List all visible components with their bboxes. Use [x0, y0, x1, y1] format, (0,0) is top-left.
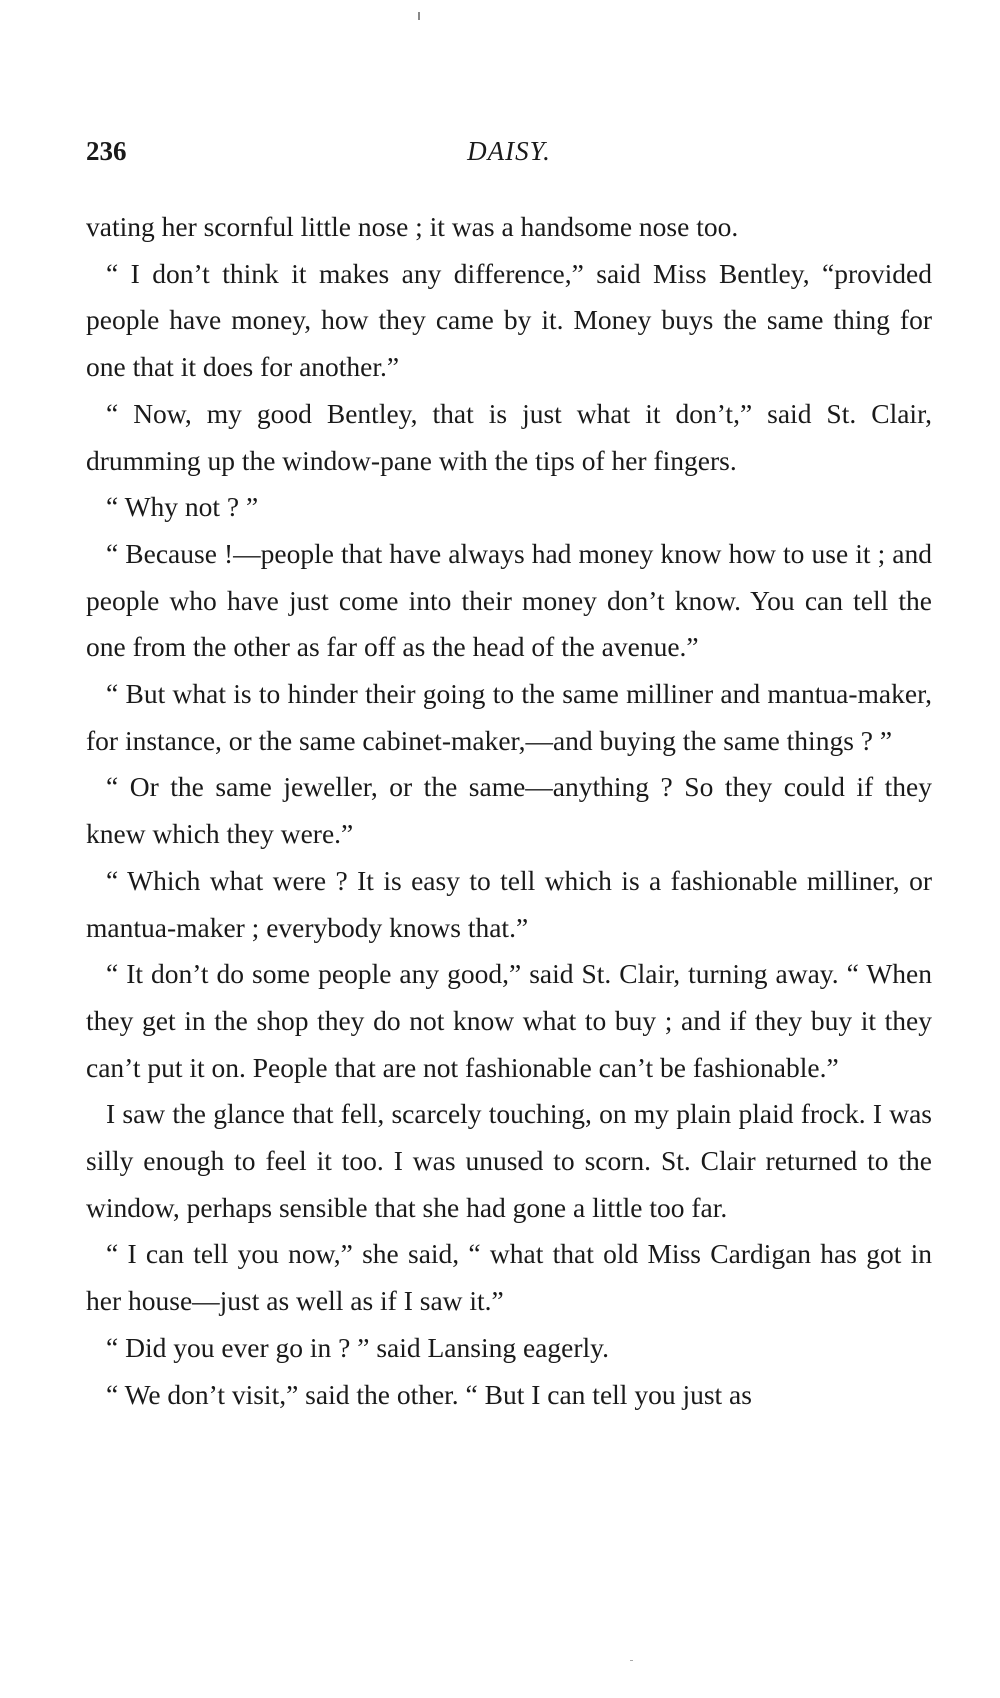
paragraph: “ I can tell you now,” she said, “ what that old Miss Cardigan has got in her house—just as well as if I saw it.”	[86, 1238, 932, 1317]
paragraph: “ Now, my good Bentley, that is just what it don’t,” said St. Clair, drumming up the window-pane with the tips of her fingers.	[86, 397, 932, 476]
paragraph: “ Or the same jeweller, or the same—anything ? So they could if they knew which they were.”	[86, 771, 932, 850]
running-title: DAISY.	[467, 136, 551, 166]
scan-speck	[418, 12, 420, 20]
paragraph: vating her scornful little nose ; it was a handsome nose too.	[86, 211, 739, 242]
scan-speck	[630, 1660, 633, 1661]
paragraph: “ It don’t do some people any good,” said St. Clair, turning away. “ When they get in the shop they do not know what to buy ; and if they buy it they can’t put it on. People that are not fashionable can’t be fashionable.”	[86, 958, 932, 1083]
body-text	[86, 204, 932, 1418]
paragraph: “ Which what were ? It is easy to tell which is a fashionable milliner, or mantua-maker ; everybody knows that.”	[86, 864, 932, 943]
paragraph: “ Did you ever go in ? ” said Lansing eagerly.	[106, 1331, 609, 1363]
page-number: 236	[86, 136, 127, 166]
paragraph: “ Because !—people that have always had money know how to use it ; and people who have just come into their money don’t know. You can tell the one from the other as far off as the head of the avenue.”	[86, 537, 932, 663]
paragraph: “ Why not ? ”	[106, 491, 259, 523]
paragraph: “ We don’t visit,” said the other. “ But I can tell you just as	[106, 1378, 752, 1410]
paragraph: “ I don’t think it makes any difference,” said Miss Bentley, “provided people have money, how they came by it. Money buys the same thing for one that it does for another.”	[86, 257, 932, 383]
paragraph: I saw the glance that fell, scarcely touching, on my plain plaid frock. I was silly enough to feel it too. I was unused to scorn. St. Clair returned to the window, perhaps sensible that she had gone a little too far.	[86, 1098, 932, 1223]
paragraph: “ But what is to hinder their going to the same milliner and mantua-maker, for instance, or the same cabinet-maker,—and buying the same things ? ”	[86, 678, 932, 756]
page-header	[86, 136, 932, 176]
